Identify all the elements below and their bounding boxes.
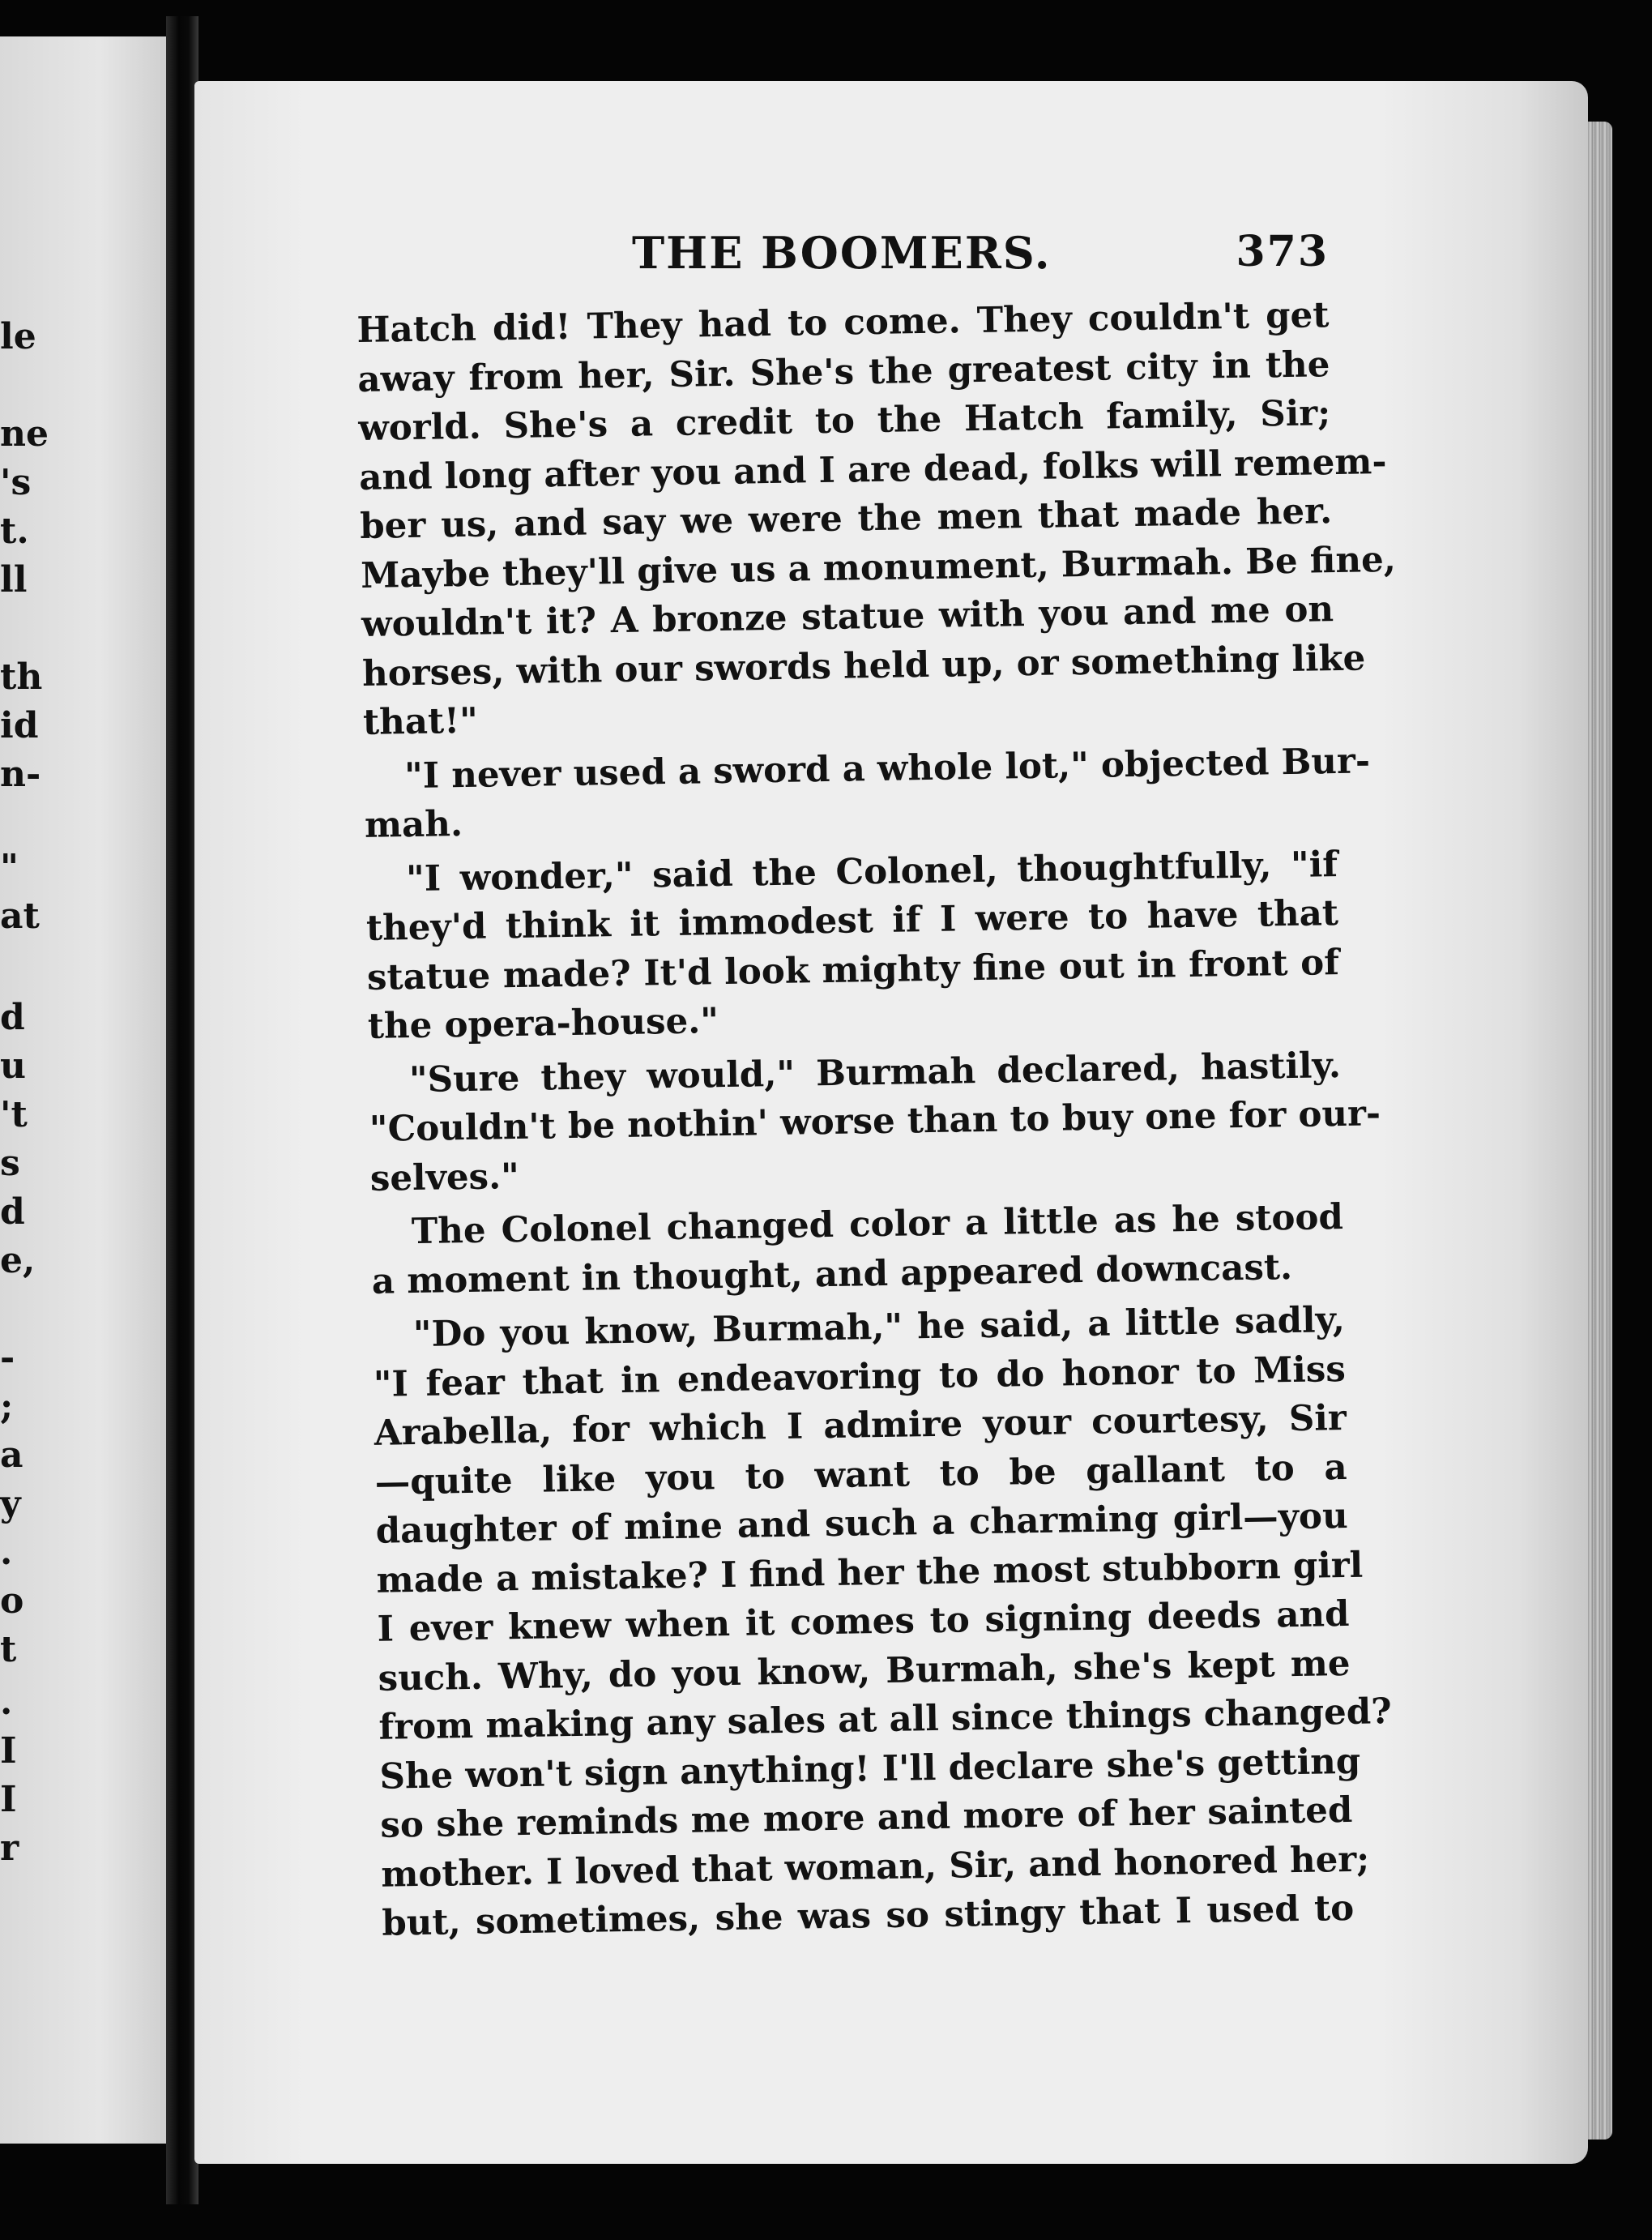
- left-fragment: id: [0, 705, 39, 746]
- left-fragment: 's: [0, 462, 32, 503]
- body-text: [356, 291, 1397, 1953]
- text-line: ber us, and say we were the men that made her.: [359, 490, 1333, 547]
- left-fragment: ll: [0, 559, 28, 601]
- text-line: Hatch did! They had to come. They couldn't get: [356, 294, 1330, 351]
- text-line: wouldn't it? A bronze statue with you and me on: [361, 588, 1334, 645]
- left-fragment: d: [0, 1191, 25, 1233]
- text-line: that!": [362, 699, 479, 743]
- left-fragment: th: [0, 656, 43, 698]
- left-fragment: o: [0, 1580, 24, 1622]
- text-line: "Do you know, Burmah," he said, a little sadly,: [412, 1298, 1346, 1356]
- left-fragment: d: [0, 997, 25, 1038]
- text-line: "I fear that in endeavoring to do honor to Miss: [373, 1348, 1347, 1405]
- text-line: Maybe they'll give us a monument, Burmah. Be fine,: [360, 538, 1397, 596]
- left-fragment: u: [0, 1045, 26, 1087]
- left-fragment: t: [0, 1629, 17, 1670]
- left-fragment: ne: [0, 413, 49, 455]
- paragraph: [356, 291, 1397, 747]
- text-line: they'd think it immodest if I were to have that: [365, 892, 1339, 949]
- text-line: mother. I loved that woman, Sir, and honored her;: [380, 1838, 1370, 1896]
- text-line: "I wonder," said the Colonel, thoughtfully, "if: [405, 843, 1338, 900]
- page-number: 373: [1236, 227, 1329, 276]
- left-fragment: .: [0, 1682, 13, 1723]
- left-fragment: ": [0, 847, 19, 888]
- left-fragment: I: [0, 1779, 17, 1820]
- text-line: statue made? It'd look mighty fine out in front of: [366, 941, 1340, 998]
- left-fragment: e,: [0, 1240, 36, 1281]
- text-line: from making any sales at all since things changed?: [378, 1691, 1393, 1748]
- left-fragment: y: [0, 1483, 21, 1524]
- text-line: "I never used a sword a whole lot," objected Bur-: [403, 739, 1371, 797]
- left-fragment: at: [0, 896, 40, 937]
- left-fragment: n-: [0, 754, 41, 795]
- text-line: She won't sign anything! I'll declare she's getting: [379, 1740, 1361, 1798]
- text-line: selves.": [369, 1155, 520, 1199]
- left-fragment: a: [0, 1434, 23, 1476]
- paragraph: [370, 1193, 1344, 1306]
- left-page-text-fragments: [0, 36, 166, 2144]
- left-fragment: .: [0, 1532, 13, 1573]
- text-line: —quite like you to want to be gallant to a: [374, 1446, 1348, 1503]
- text-line: "Couldn't be nothin' worse than to buy one for our-: [369, 1092, 1381, 1150]
- left-fragment: r: [0, 1827, 19, 1869]
- left-fragment: t.: [0, 511, 29, 552]
- book-gutter: [166, 16, 198, 2204]
- left-fragment: 't: [0, 1094, 28, 1135]
- text-line: The Colonel changed color a little as he stood: [411, 1196, 1344, 1253]
- paragraph: [365, 840, 1341, 1052]
- text-line: the opera-house.": [367, 1000, 719, 1047]
- text-line: mah.: [364, 803, 463, 846]
- paragraph: [372, 1296, 1393, 1948]
- text-line: such. Why, do you know, Burmah, she's kept me: [378, 1642, 1351, 1699]
- left-facing-page: [0, 36, 166, 2144]
- text-line: daughter of mine and such a charming girl—you: [375, 1494, 1348, 1552]
- text-line: Arabella, for which I admire your courtesy, Sir: [374, 1396, 1347, 1454]
- paragraph: [364, 737, 1371, 851]
- left-fragment: I: [0, 1730, 17, 1772]
- text-line: away from her, Sir. She's the greatest city in the: [357, 343, 1330, 400]
- text-line: "Sure they would," Burmah declared, hastily.: [408, 1044, 1342, 1101]
- left-fragment: -: [0, 1337, 15, 1379]
- text-line: a moment in thought, and appeared downcast.: [371, 1246, 1293, 1302]
- left-fragment: s: [0, 1143, 20, 1184]
- text-line: and long after you and I are dead, folks will remem-: [358, 440, 1387, 498]
- running-head-title: THE BOOMERS.: [632, 227, 1052, 279]
- text-line: so she reminds me more and more of her sainted: [380, 1789, 1353, 1846]
- text-line: world. She's a credit to the Hatch family, Sir;: [357, 392, 1331, 449]
- text-line: made a mistake? I find her the most stubborn girl: [376, 1544, 1364, 1601]
- text-line: horses, with our swords held up, or something like: [361, 636, 1366, 695]
- text-line: I ever knew when it comes to signing deeds and: [377, 1592, 1350, 1650]
- paragraph: [369, 1041, 1381, 1203]
- left-fragment: ;: [0, 1386, 14, 1427]
- left-fragment: le: [0, 316, 36, 357]
- text-line: but, sometimes, she was so stingy that I used to: [381, 1887, 1355, 1944]
- running-head: [632, 227, 1329, 284]
